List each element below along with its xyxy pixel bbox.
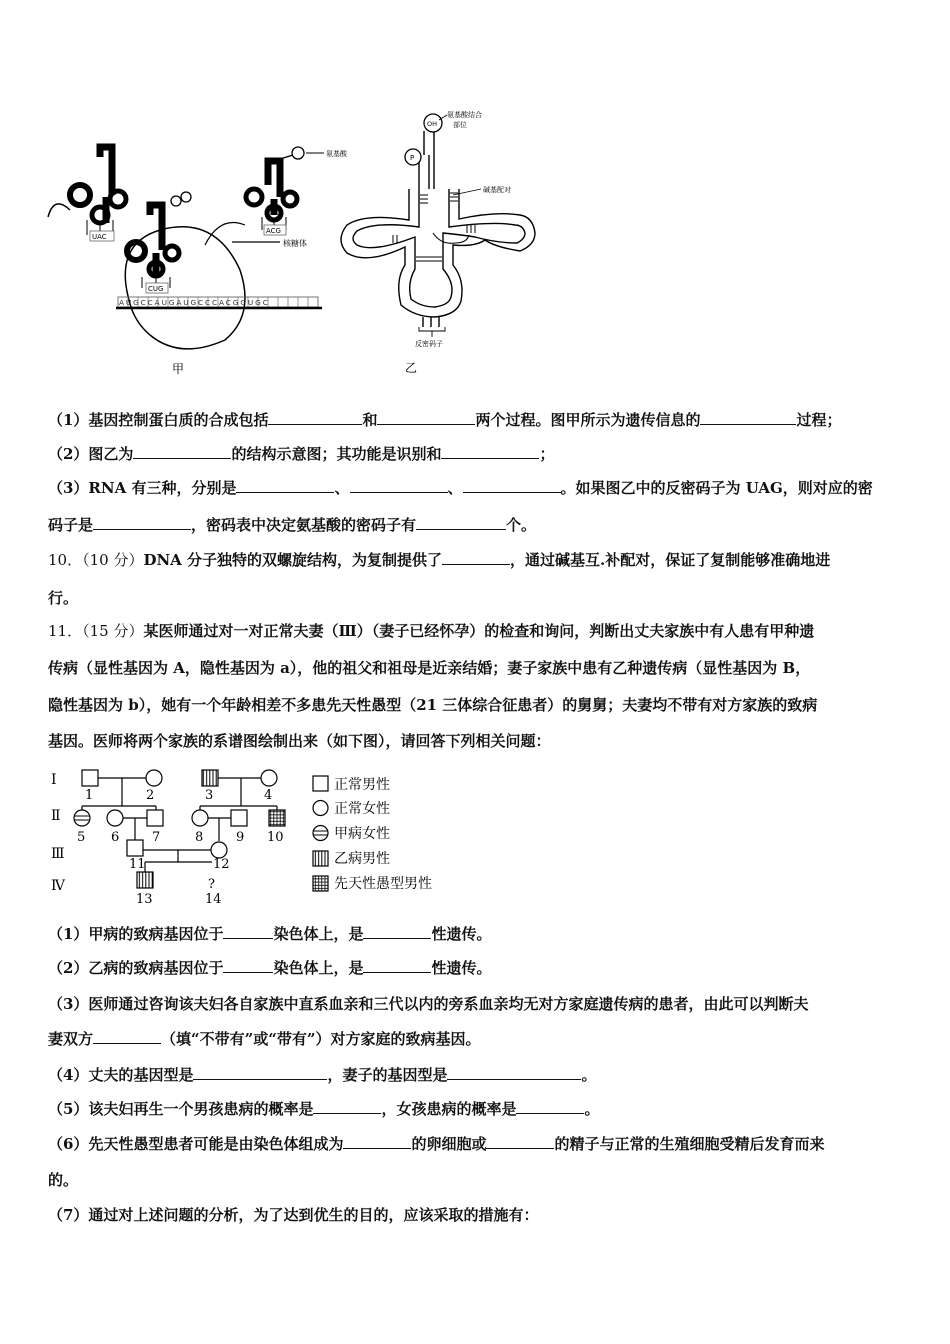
legend-disease-a-female-icon	[313, 826, 328, 841]
p-label: P	[410, 154, 415, 162]
person-13-disease-b-male	[137, 872, 153, 888]
legend-down-syndrome-male-icon	[313, 876, 328, 891]
pedigree-legend	[313, 776, 432, 892]
legend-disease-b-male: 乙病男性	[334, 851, 390, 867]
id-4: 4	[264, 788, 273, 803]
q11-sub1: （1）甲病的致病基因位于 染色体上，是 性遗传。	[48, 925, 492, 943]
person-2	[146, 770, 162, 786]
site-label-2: 部位	[453, 121, 467, 129]
id-1: 1	[85, 788, 94, 803]
pairing-label: 碱基配对	[483, 186, 511, 194]
codon-left-text: UAC	[92, 233, 107, 241]
q10-line2: 行。	[48, 589, 79, 607]
pedigree-chart	[45, 762, 465, 912]
q9-part3: （3）RNA 有三种，分别是 、 、 。如果图乙中的反密码子为 UAG，则对应的密	[48, 479, 873, 497]
person-3-disease-b-male	[202, 770, 218, 786]
gen-label-2: Ⅱ	[51, 808, 61, 824]
q10-line1: 10．（10 分）DNA 分子独特的双螺旋结构，为复制提供了 ，通过碱基互.补配对，保证了复制能够准确地进	[48, 551, 831, 569]
gen-label-3: Ⅲ	[51, 846, 65, 862]
ribosome-label: 核糖体	[283, 239, 307, 248]
q11-sub6-cont: 的。	[48, 1171, 79, 1189]
q11-sub5: （5）该夫妇再生一个男孩患病的概率是 ，女孩患病的概率是 。	[48, 1100, 600, 1118]
unknown-mark: ?	[208, 877, 215, 892]
legend-normal-male-icon	[313, 776, 328, 791]
id-3: 3	[205, 788, 214, 803]
id-13: 13	[136, 892, 153, 907]
id-2: 2	[146, 788, 155, 803]
q9-part1: （1）基因控制蛋白质的合成包括 和 两个过程。图甲所示为遗传信息的 过程；	[48, 411, 842, 429]
legend-normal-female: 正常女性	[334, 801, 390, 817]
id-12: 12	[213, 857, 230, 872]
mrna-strand	[116, 297, 322, 308]
site-label-1: 氨基酸结合	[447, 111, 482, 119]
figure-jia-translation	[40, 135, 347, 385]
trna-middle	[127, 192, 191, 293]
legend-normal-female-icon	[313, 801, 328, 816]
person-7	[147, 810, 163, 826]
legend-disease-b-male-icon	[313, 851, 328, 866]
figure-yi-label: 乙	[405, 361, 418, 375]
person-12	[211, 842, 227, 858]
q11-line1: 11．（15 分）某医师通过对一对正常夫妻（Ⅲ）（妻子已经怀孕）的检查和询问，判断出丈夫家族中有人患有甲种遗	[48, 622, 815, 640]
gen-label-4: Ⅳ	[51, 878, 65, 894]
anticodon-label: 反密码子	[415, 340, 443, 348]
trna-left	[70, 147, 126, 241]
q11-sub2: （2）乙病的致病基因位于 染色体上，是 性遗传。	[48, 959, 492, 977]
q11-sub7: （7）通过对上述问题的分析，为了达到优生的目的，应该采取的措施有：	[48, 1206, 539, 1224]
person-6	[107, 810, 123, 826]
person-5-disease-a-female	[74, 810, 90, 826]
figure-yi-trna	[335, 105, 545, 380]
id-7: 7	[152, 830, 161, 845]
mrna-text: AUGCCAUGAUGCCCACGGUGC	[119, 298, 270, 307]
person-10-down-syndrome-male	[269, 810, 285, 826]
trna-right	[246, 147, 348, 235]
q11-line2: 传病（显性基因为 A，隐性基因为 a），他的祖父和祖母是近亲结婚；妻子家族中患有乙种遗传病（显性基因为 B，	[48, 659, 811, 677]
id-5: 5	[77, 830, 86, 845]
id-9: 9	[236, 830, 245, 845]
legend-disease-a-female: 甲病女性	[334, 826, 390, 842]
person-4	[261, 770, 277, 786]
codon-mid-text: CUG	[148, 285, 164, 293]
figure-jia-label: 甲	[172, 362, 185, 376]
legend-down-syndrome-male: 先天性愚型男性	[334, 876, 432, 892]
q9-part2: （2）图乙为 的结构示意图；其功能是识别和 ；	[48, 445, 555, 463]
amino-acid-label: 氨基酸	[326, 150, 347, 158]
id-6: 6	[111, 830, 120, 845]
q9-part3-cont: 码子是 ，密码表中决定氨基酸的密码子有 个。	[48, 516, 537, 534]
legend-normal-male: 正常男性	[334, 777, 390, 793]
q11-sub3: （3）医师通过咨询该夫妇各自家族中直系血亲和三代以内的旁系血亲均无对方家庭遗传病的患者，由此可以判断夫	[48, 995, 809, 1013]
person-8	[192, 810, 208, 826]
q11-sub3-cont: 妻双方 （填“不带有”或“带有”）对方家庭的致病基因。	[48, 1030, 481, 1048]
q11-line4: 基因。医师将两个家族的系谱图绘制出来（如下图），请回答下列相关问题：	[48, 732, 551, 750]
id-11: 11	[129, 857, 146, 872]
q11-sub6: （6）先天性愚型患者可能是由染色体组成为 的卵细胞或 的精子与正常的生殖细胞受精后发育而来	[48, 1135, 825, 1153]
oh-label: OH	[427, 120, 438, 128]
person-1	[82, 770, 98, 786]
gen-label-1: Ⅰ	[51, 772, 57, 788]
codon-right-text: ACG	[266, 227, 281, 235]
person-11	[127, 840, 143, 856]
id-10: 10	[267, 830, 284, 845]
q11-line3: 隐性基因为 b），她有一个年龄相差不多患先天性愚型（21 三体综合征患者）的舅舅；夫妻均不带有对方家族的致病	[48, 696, 818, 714]
id-14: 14	[205, 892, 222, 907]
id-8: 8	[195, 830, 204, 845]
person-9	[231, 810, 247, 826]
q11-sub4: （4）丈夫的基因型是 ，妻子的基因型是 。	[48, 1066, 597, 1084]
